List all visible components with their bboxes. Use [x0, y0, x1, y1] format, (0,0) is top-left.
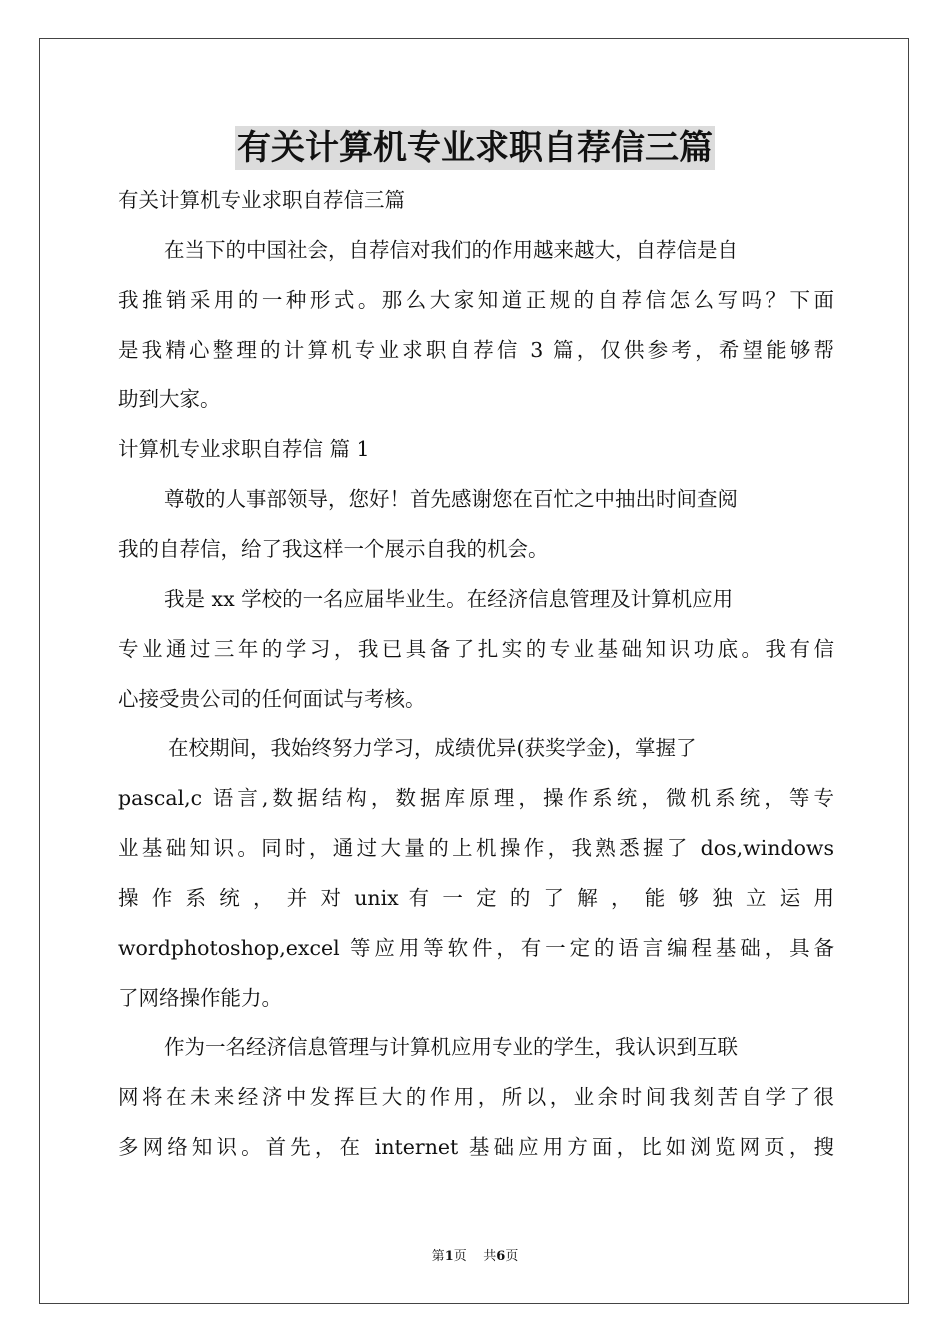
footer-prefix: 第 [431, 1249, 445, 1264]
subtitle-line: 有关计算机专业求职自荐信三篇 [118, 188, 405, 212]
paragraph-line: 网将在未来经济中发挥巨大的作用，所以，业余时间我刻苦自学了很 [118, 1085, 834, 1109]
paragraph-line: 多网络知识。首先，在 internet 基础应用方面，比如浏览网页，搜 [118, 1135, 834, 1159]
paragraph-line: 我的自荐信，给了我这样一个展示自我的机会。 [118, 537, 549, 561]
paragraph-line: 了网络操作能力。 [118, 986, 282, 1010]
paragraph-line: 我是 xx 学校的一名应届毕业生。在经济信息管理及计算机应用 [164, 587, 734, 611]
paragraph-line: 操 作 系 统 ， 并 对 unix 有 一 定 的 了 解 ， 能 够 独 立 运 用 [118, 886, 834, 910]
title-wrap [0, 126, 950, 170]
page-footer [0, 1248, 950, 1266]
paragraph-line: 在校期间，我始终努力学习，成绩优异(获奖学金)，掌握了 [168, 736, 697, 760]
paragraph-line: 我推销采用的一种形式。那么大家知道正规的自荐信怎么写吗？下面 [118, 288, 834, 312]
footer-mid: 页 共 [453, 1249, 497, 1264]
section-heading: 计算机专业求职自荐信 篇 1 [118, 437, 370, 461]
paragraph-line: wordphotoshop,excel 等应用等软件，有一定的语言编程基础，具备 [118, 936, 834, 960]
footer-suffix: 页 [505, 1249, 519, 1264]
paragraph-line: 是我精心整理的计算机专业求职自荐信 3 篇，仅供参考，希望能够帮 [118, 338, 834, 362]
paragraph-line: 在当下的中国社会，自荐信对我们的作用越来越大，自荐信是自 [164, 238, 738, 262]
paragraph-line: pascal,c 语言,数据结构，数据库原理，操作系统，微机系统，等专 [118, 786, 834, 810]
document-title: 有关计算机专业求职自荐信三篇 [237, 128, 713, 168]
page-border [39, 38, 909, 1304]
paragraph-line: 专业通过三年的学习，我已具备了扎实的专业基础知识功底。我有信 [118, 637, 834, 661]
paragraph-line: 助到大家。 [118, 387, 221, 411]
paragraph-line: 尊敬的人事部领导，您好！首先感谢您在百忙之中抽出时间查阅 [164, 487, 738, 511]
paragraph-line: 心接受贵公司的任何面试与考核。 [118, 687, 426, 711]
paragraph-line: 作为一名经济信息管理与计算机应用专业的学生，我认识到互联 [164, 1035, 738, 1059]
footer-total-pages: 6 [496, 1249, 506, 1264]
paragraph-line: 业基础知识。同时，通过大量的上机操作，我熟悉握了 dos,windows [118, 836, 834, 860]
footer-current-page: 1 [444, 1249, 454, 1264]
